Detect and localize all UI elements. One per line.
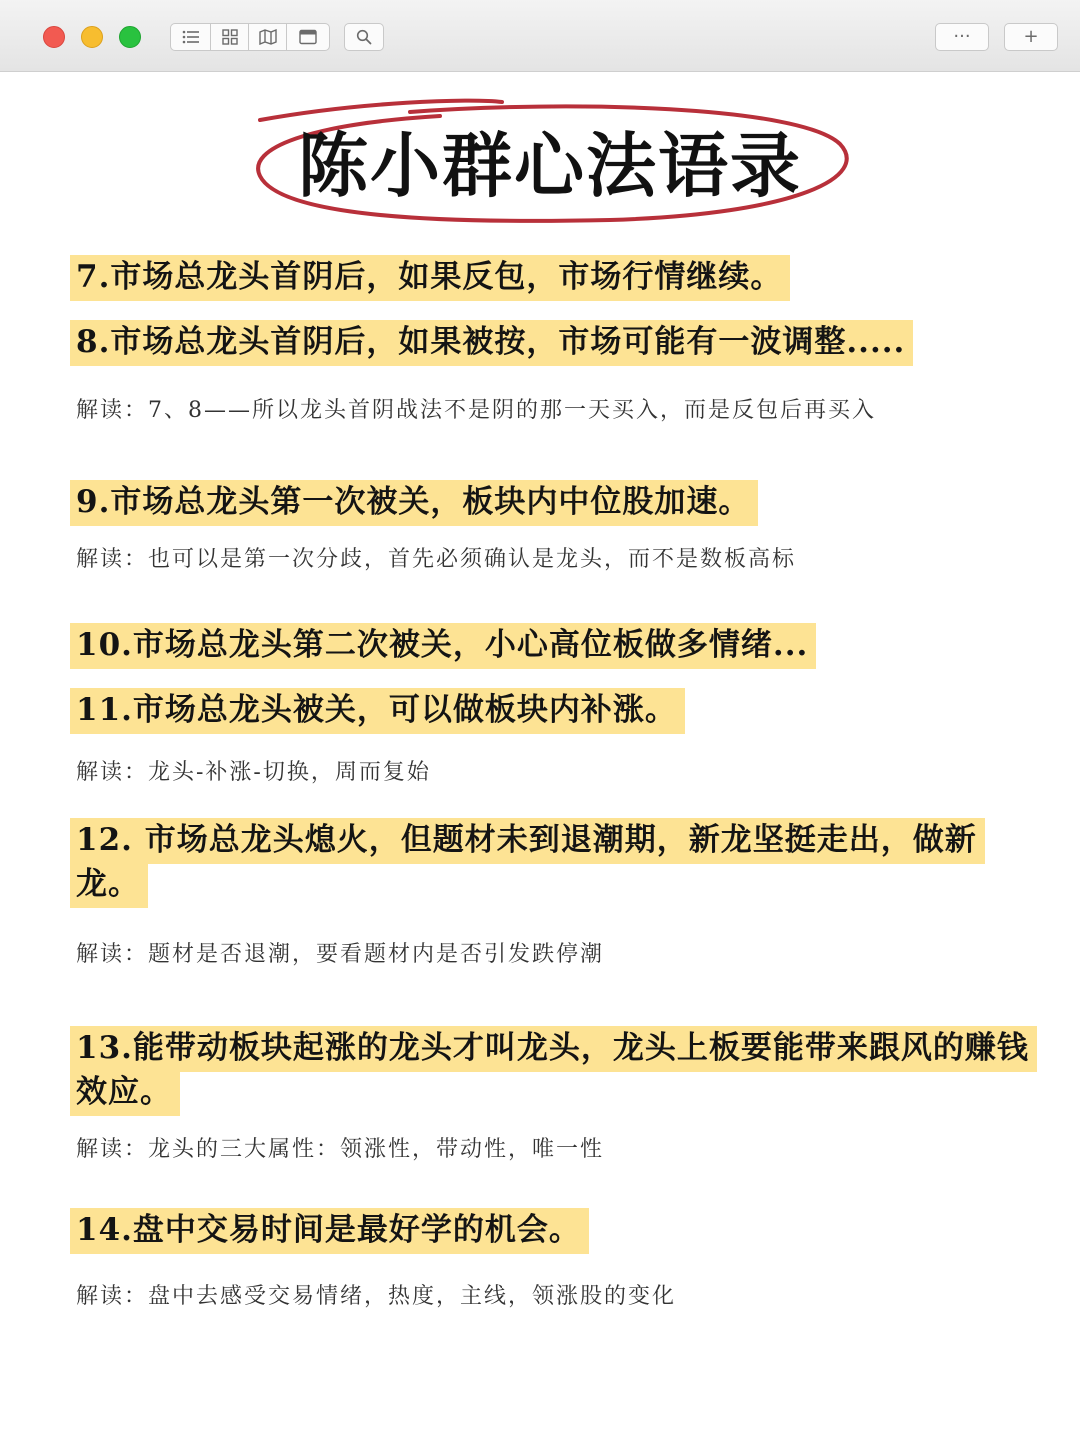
- note-14: 解读：盘中去感受交易情绪，热度，主线，领涨股的变化: [76, 1284, 677, 1309]
- window-view-button[interactable]: [286, 23, 330, 51]
- title-block: [240, 96, 860, 226]
- point-10: [70, 623, 1030, 667]
- page-title: 陈小群心法语录: [298, 124, 802, 207]
- close-window-button[interactable]: [43, 26, 65, 48]
- note-7-8: 解读：7、8——所以龙头首阴战法不是阴的那一天买入，而是反包后再买入: [76, 398, 876, 423]
- window-icon: [299, 29, 317, 45]
- note-11: 解读：龙头-补涨-切换，周而复始: [76, 760, 431, 785]
- point-text: 8.市场总龙头首阴后，如果被按，市场可能有一波调整.....: [70, 320, 913, 366]
- list-view-button[interactable]: [170, 23, 210, 51]
- search-button[interactable]: [344, 23, 384, 51]
- note-13: 解读：龙头的三大属性：领涨性，带动性，唯一性: [76, 1137, 605, 1162]
- window-toolbar: [0, 0, 1080, 72]
- point-text: 7.市场总龙头首阴后，如果反包，市场行情继续。: [70, 255, 790, 301]
- more-button[interactable]: [935, 23, 989, 51]
- map-view-button[interactable]: [248, 23, 286, 51]
- point-7: [70, 255, 1030, 299]
- list-icon: [182, 30, 200, 44]
- point-13: [70, 1026, 1045, 1114]
- minimize-window-button[interactable]: [81, 26, 103, 48]
- add-button[interactable]: [1004, 23, 1058, 51]
- zoom-window-button[interactable]: [119, 26, 141, 48]
- point-text: 10.市场总龙头第二次被关，小心高位板做多情绪...: [70, 623, 816, 669]
- point-text: 11.市场总龙头被关，可以做板块内补涨。: [70, 688, 685, 734]
- point-text: 12. 市场总龙头熄火，但题材未到退潮期，新龙坚挺走出，做新龙。: [70, 818, 985, 908]
- point-9: [70, 480, 1030, 524]
- point-text: 14.盘中交易时间是最好学的机会。: [70, 1208, 589, 1254]
- search-icon: [356, 29, 372, 45]
- map-icon: [259, 29, 277, 45]
- grid-view-button[interactable]: [210, 23, 248, 51]
- point-11: [70, 688, 1030, 732]
- point-text: 9.市场总龙头第一次被关，板块内中位股加速。: [70, 480, 758, 526]
- point-text: 13.能带动板块起涨的龙头才叫龙头，龙头上板要能带来跟风的赚钱效应。: [70, 1026, 1037, 1116]
- plus-icon: +: [1023, 26, 1039, 47]
- more-icon: ···: [953, 26, 971, 47]
- point-12: [70, 818, 1015, 906]
- note-9: 解读：也可以是第一次分歧，首先必须确认是龙头，而不是数板高标: [76, 547, 797, 572]
- point-8: [70, 320, 1030, 364]
- note-12: 解读：题材是否退潮，要看题材内是否引发跌停潮: [76, 942, 605, 967]
- grid-icon: [222, 29, 238, 45]
- point-14: [70, 1208, 1030, 1252]
